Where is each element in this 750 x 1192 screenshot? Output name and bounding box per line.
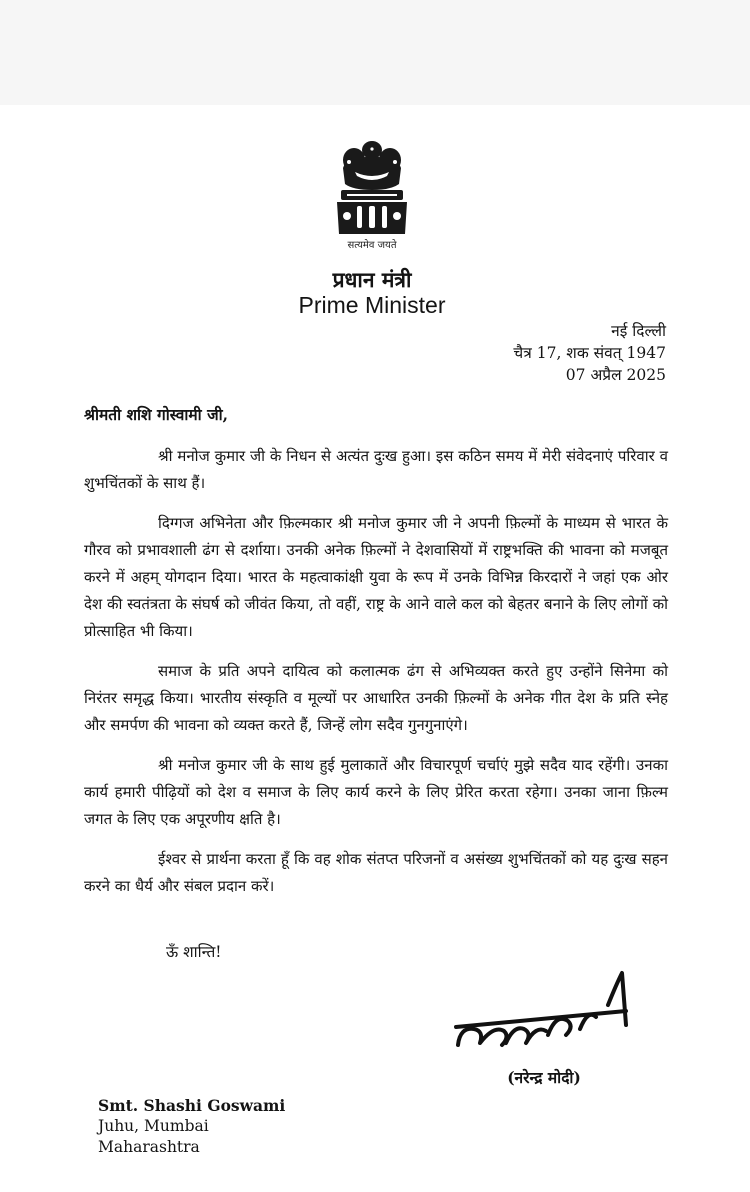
body-paragraph: ईश्वर से प्रार्थना करता हूँ कि वह शोक संतप्त परिजनों व असंख्य शुभचिंतकों को यह दुःख सहन करने का धैर्य और संबल प्रदान करें।	[84, 850, 668, 895]
letter-place: नई दिल्ली	[611, 322, 666, 340]
addressee-line: Juhu, Mumbai	[98, 1117, 209, 1135]
signer-name: (नरेन्द्र मोदी)	[507, 1068, 581, 1087]
office-title-english: Prime Minister	[298, 292, 446, 318]
office-title-hindi: प्रधान मंत्री	[332, 268, 412, 292]
handwritten-signature	[450, 965, 640, 1060]
letter-date: 07 अप्रैल 2025	[565, 366, 666, 384]
addressee-name: Smt. Shashi Goswami	[98, 1096, 286, 1115]
letter-saka-date: चैत्र 17, शक संवत् 1947	[513, 344, 666, 362]
body-paragraph: श्री मनोज कुमार जी के निधन से अत्यंत दुःख हुआ। इस कठिन समय में मेरी संवेदनाएं परिवार व शुभचिंतकों के साथ हैं।	[84, 447, 668, 492]
national-emblem-icon	[333, 138, 411, 236]
body-paragraph: श्री मनोज कुमार जी के साथ हुई मुलाकातें और विचारपूर्ण चर्चाएं मुझे सदैव याद रहेंगी। उनका कार्य हमारी पीढ़ियों को देश व समाज के लिए कार्य करने के लिए प्रेरित करता रहेगा। उनका जाना फ़िल्म जगत के लिए एक अपूरणीय क्षति है।	[84, 756, 668, 828]
place-date-block	[513, 320, 666, 386]
addressee-line: Maharashtra	[98, 1138, 200, 1156]
emblem-motto: सत्यमेव जयते	[347, 240, 397, 251]
salutation: श्रीमती शशि गोस्वामी जी,	[84, 405, 228, 424]
letter-body	[84, 443, 668, 913]
closing-line: ऊँ शान्ति!	[166, 943, 222, 961]
body-paragraph: समाज के प्रति अपने दायित्व को कलात्मक ढंग से अभिव्यक्त करते हुए उन्होंने सिनेमा को निरंतर समृद्ध किया। भारतीय संस्कृति व मूल्यों पर आधारित उनकी फ़िल्मों के अनेक गीत देश के प्रति स्नेह और समर्पण की भावना को व्यक्त करते हैं, जिन्हें लोग सदैव गुनगुनाएंगे।	[84, 662, 668, 734]
body-paragraph: दिग्गज अभिनेता और फ़िल्मकार श्री मनोज कुमार जी ने अपनी फ़िल्मों के माध्यम से भारत के गौरव को प्रभावशाली ढंग से दर्शाया। उनकी अनेक फ़िल्मों ने देशवासियों में राष्ट्रभक्ति की भावना को मजबूत करने में अहम् योगदान दिया। भारत के महत्वाकांक्षी युवा के रूप में उनके विभिन्न किरदारों ने जहां एक ओर देश की स्वतंत्रता के संघर्ष को जीवंत किया, तो वहीं, राष्ट्र के आने वाले कल को बेहतर बनाने के लिए लोगों को प्रोत्साहित भी किया।	[84, 514, 668, 640]
addressee-block	[98, 1095, 285, 1158]
